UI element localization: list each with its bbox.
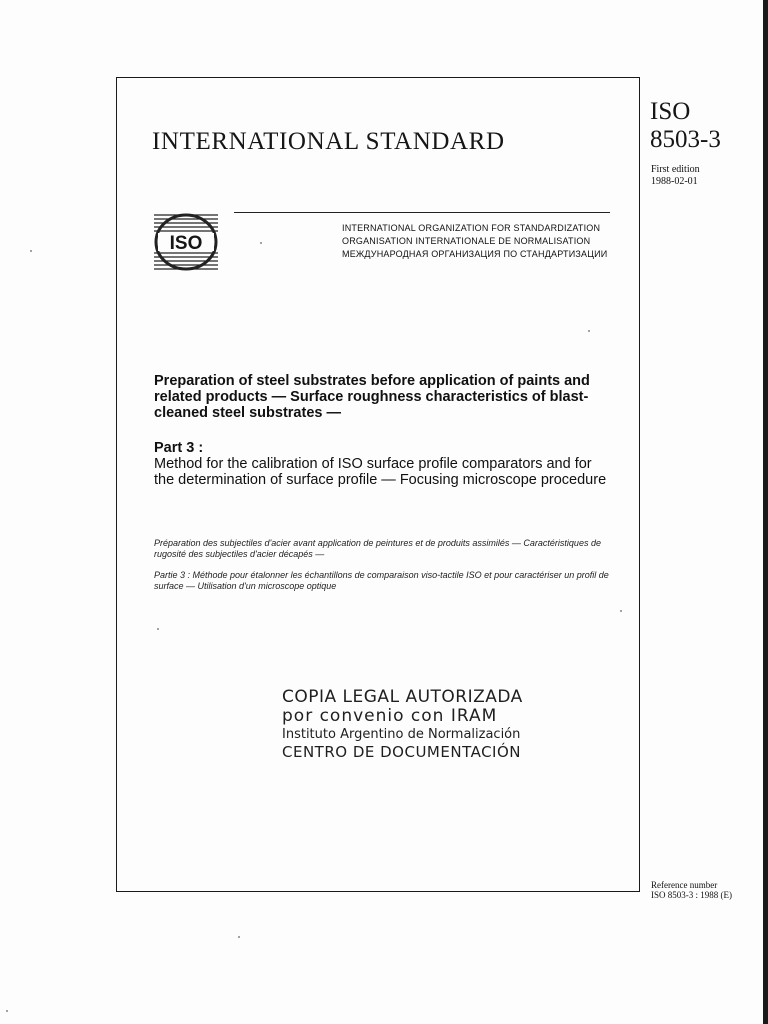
edition-label: First edition (651, 164, 700, 175)
standard-main-title: Preparation of steel substrates before application of paints and related products — Surface roughness characteristics of blast-cleaned steel substrates — (154, 373, 590, 421)
reference-number-block (651, 880, 732, 900)
org-name-fr: ORGANISATION INTERNATIONALE DE NORMALISATION (342, 236, 591, 246)
scan-speck (588, 330, 590, 332)
french-part-title: Partie 3 : Méthode pour étalonner les échantillons de comparaison viso-tactile ISO et pour caractériser un profil de surface — Utilisation d'un microscope optique (154, 570, 609, 591)
scan-speck (157, 628, 159, 630)
scan-speck (260, 242, 262, 244)
logo-text: ISO (169, 233, 203, 254)
header-rule (234, 212, 610, 213)
reference-value: ISO 8503-3 : 1988 (E) (651, 890, 732, 900)
organization-names (342, 222, 607, 261)
scan-speck (620, 610, 622, 612)
document-title: INTERNATIONAL STANDARD (152, 128, 505, 155)
scan-speck (6, 1010, 8, 1012)
legal-copy-stamp (282, 688, 523, 761)
stamp-line-2: por convenio con IRAM (282, 706, 498, 726)
page-edge (763, 0, 768, 1024)
reference-label: Reference number (651, 880, 718, 890)
scan-speck (238, 936, 240, 938)
org-name-en: INTERNATIONAL ORGANIZATION FOR STANDARDIZATION (342, 223, 601, 233)
part-label: Part 3 : (154, 440, 204, 456)
stamp-line-3: Instituto Argentino de Normalización (282, 727, 521, 742)
iso-number: 8503-3 (650, 126, 721, 153)
stamp-line-1: COPIA LEGAL AUTORIZADA (282, 687, 523, 707)
org-name-ru: МЕЖДУНАРОДНАЯ ОРГАНИЗАЦИЯ ПО СТАНДАРТИЗАЦИИ (342, 249, 608, 259)
iso-code-block (650, 98, 721, 154)
iso-logo-icon (154, 212, 218, 272)
part-description: Method for the calibration of ISO surface profile comparators and for the determination of surface profile — Focusing microscope procedure (154, 456, 607, 488)
stamp-line-4: CENTRO DE DOCUMENTACIÓN (282, 743, 521, 761)
edition-block (651, 164, 700, 188)
edition-date: 1988-02-01 (651, 176, 698, 187)
french-title: Préparation des subjectiles d'acier avant application de peintures et de produits assimilés — Caractéristiques de rugosité des subjectiles d'acier décapés — (154, 538, 601, 559)
scan-speck (30, 250, 32, 252)
iso-prefix: ISO (650, 98, 691, 125)
